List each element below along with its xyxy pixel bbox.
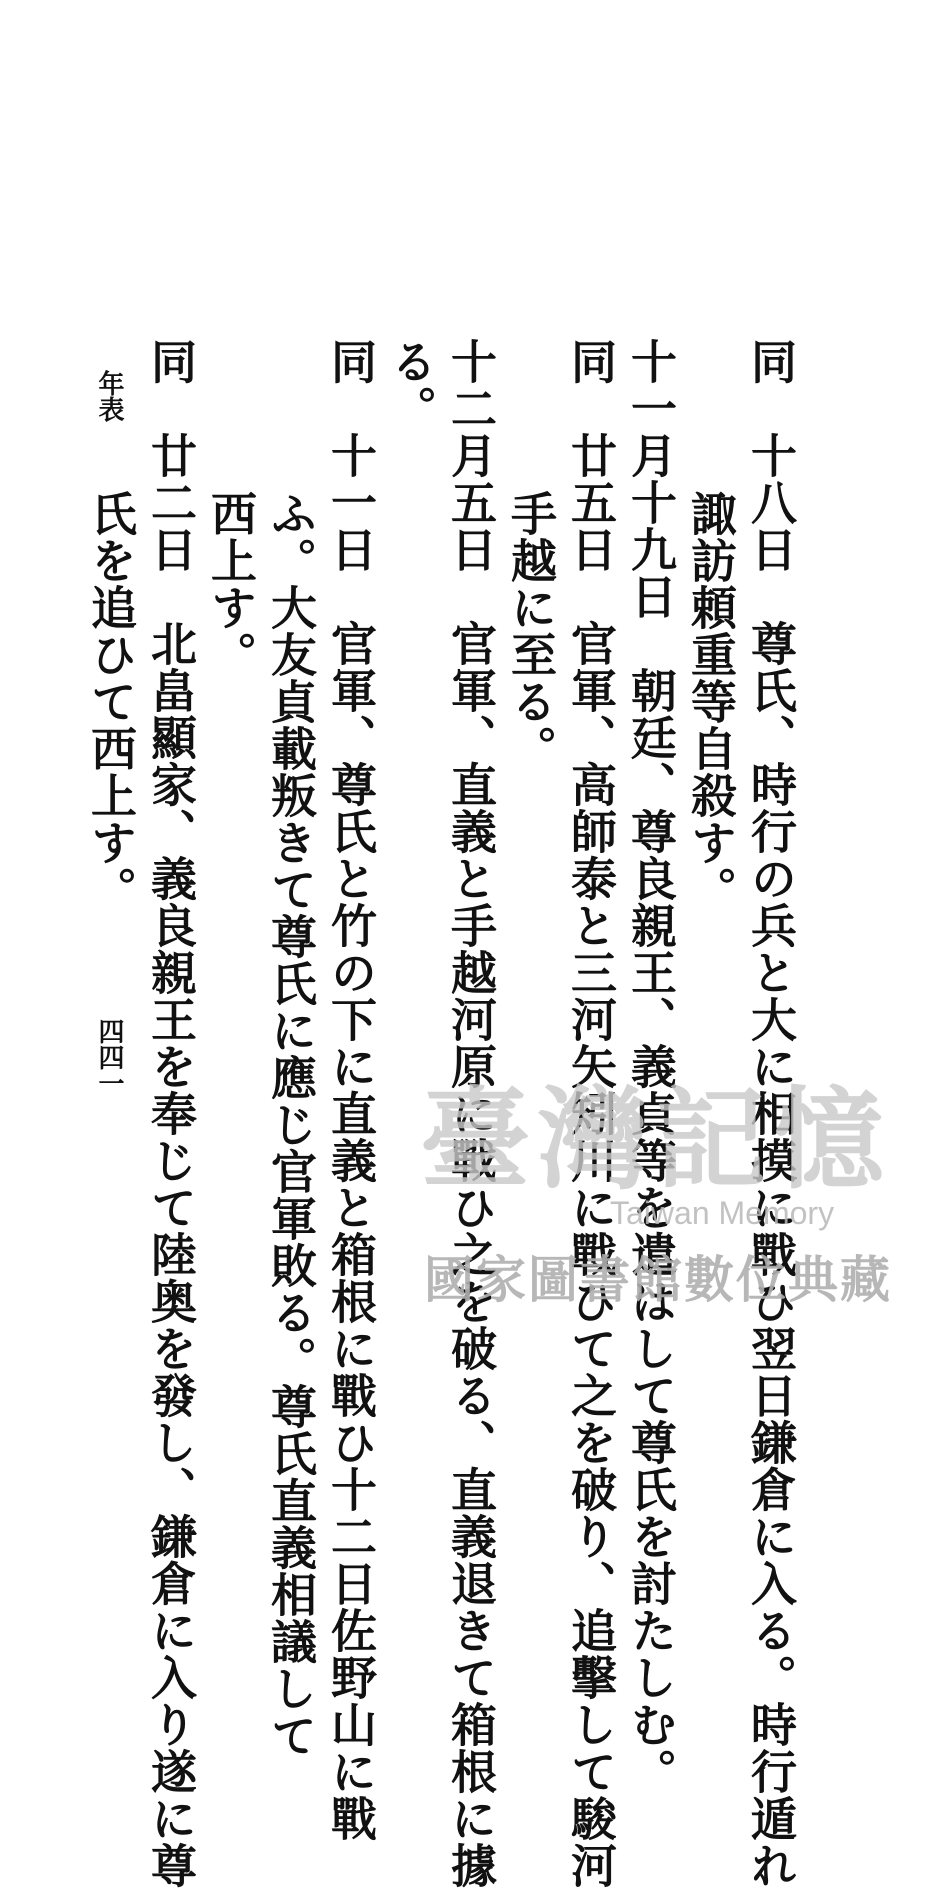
- text-column-1: 同 十八日 尊氏、時行の兵と大に相摸に戰ひ翌日鎌倉に入る。時行遁れ: [744, 338, 798, 1889]
- text-column-12: 氏を追ひて西上す。: [84, 490, 138, 913]
- text-column-4: 同 廿五日 官軍、高師泰と三河矢矧川に戰ひて之を破り、追擊して駿河: [564, 338, 618, 1889]
- watermark-subtitle: Taiwan Memory: [610, 1195, 835, 1231]
- watermark-institution: 國家圖書館數位典藏: [424, 1251, 892, 1309]
- text-column-7: る。: [384, 338, 438, 432]
- text-column-6: 十二月五日 官軍、直義と手越河原に戰ひ之を破る、直義退きて箱根に據: [444, 338, 498, 1889]
- text-column-3: 十一月十九日 朝廷、尊良親王、義貞等を遣はして尊氏を討たしむ。: [624, 338, 678, 1795]
- text-column-9: ふ。大友貞載叛きて尊氏に應じ官軍敗る。尊氏直義相議して: [264, 490, 318, 1759]
- running-header: 年表: [94, 370, 124, 422]
- page-number: 四四一: [94, 1018, 124, 1096]
- text-column-2: 諏訪頼重等自殺す。: [684, 490, 738, 913]
- text-column-10: 西上す。: [204, 490, 258, 678]
- text-column-5: 手越に至る。: [504, 490, 558, 772]
- text-column-8: 同 十一日 官軍、尊氏と竹の下に直義と箱根に戰ひ十二日佐野山に戰: [324, 338, 378, 1842]
- text-column-11: 同 廿二日 北畠顯家、義良親王を奉じて陸奥を發し、鎌倉に入り遂に尊: [144, 338, 198, 1889]
- watermark-title: 臺灣記憶: [420, 1075, 892, 1204]
